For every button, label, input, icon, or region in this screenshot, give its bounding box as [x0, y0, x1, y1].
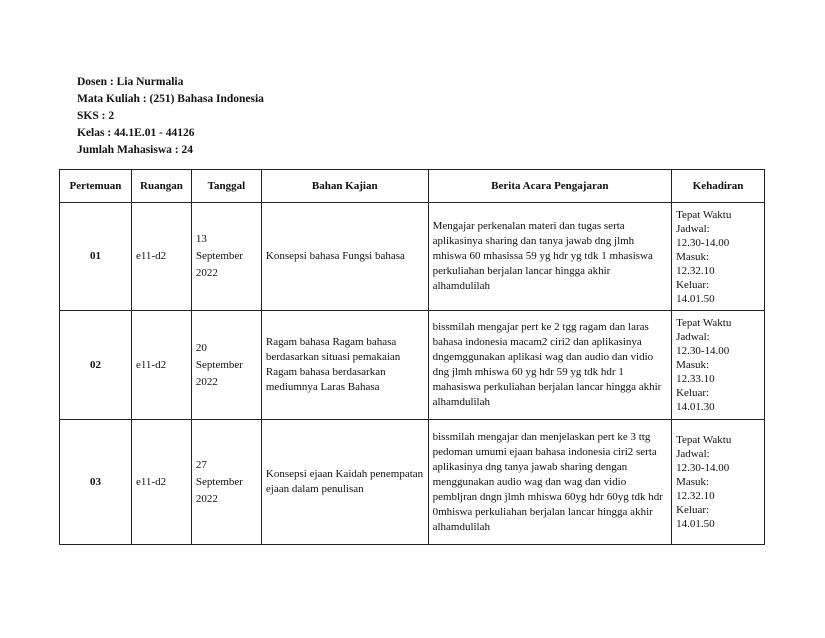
table-header-row — [60, 170, 765, 203]
schedule-time: 12.30-14.00 — [676, 345, 730, 357]
col-header-tanggal: Tanggal — [191, 170, 261, 203]
date-month: September — [195, 250, 243, 262]
date-year: 2022 — [195, 267, 218, 279]
date-year: 2022 — [195, 375, 218, 388]
date-day: 27 — [195, 458, 207, 471]
attendance-status: Tepat Waktu — [676, 434, 732, 446]
meeting-number: 02 — [60, 311, 132, 420]
col-header-bahan-kajian: Bahan Kajian — [261, 170, 428, 203]
attendance-status: Tepat Waktu — [676, 317, 732, 329]
schedule-label: Jadwal: — [676, 331, 710, 343]
teaching-report: Mengajar perkenalan materi dan tugas serta aplikasinya sharing dan tanya jawab dng jlmh mhiswa 60 mhasissa 59 yg hdr yg tdk 1 mhasiswa perkuliahan berjalan lancar hingga akhir alhamdulilah — [428, 203, 672, 311]
teaching-report: bissmilah mengajar dan menjelaskan pert ke 3 ttg pedoman umumi ejaan bahasa indonesia ciri2 serta aplikasinya dng tanya jawab sharing dengan menggunakan audio wag dan wag dan vidio pembljran dngn jlmh mhiswa 60yg hdr 60yg tdk hdr 0mhiswa perkuliahan berjalan lancar hingga akhir alhamdulilah — [428, 420, 672, 545]
table-row — [60, 420, 765, 545]
col-header-pertemuan: Pertemuan — [60, 170, 132, 203]
check-out-time: 14.01.30 — [676, 401, 715, 413]
check-out-time: 14.01.50 — [676, 518, 715, 530]
check-in-time: 12.32.10 — [676, 264, 715, 277]
schedule-time: 12.30-14.00 — [676, 462, 730, 474]
date-month: September — [195, 358, 243, 371]
student-count: Jumlah Mahasiswa : 24 — [77, 144, 193, 156]
course-name: Mata Kuliah : (251) Bahasa Indonesia — [77, 93, 264, 105]
attendance-status: Tepat Waktu — [676, 208, 732, 221]
course-header — [77, 74, 264, 159]
class-code: Kelas : 44.1E.01 - 44126 — [77, 127, 195, 139]
check-in-time: 12.32.10 — [676, 490, 715, 502]
check-out-label: Keluar: — [676, 387, 710, 399]
date-month: September — [195, 475, 243, 488]
room: e11-d2 — [131, 311, 191, 420]
schedule-time: 12.30-14.00 — [676, 236, 730, 249]
schedule-label: Jadwal: — [676, 222, 710, 235]
attendance — [672, 420, 765, 545]
check-out-time: 14.01.50 — [676, 292, 715, 305]
col-header-berita-acara: Berita Acara Pengajaran — [428, 170, 672, 203]
attendance — [672, 203, 765, 311]
date — [191, 203, 261, 311]
check-in-time: 12.33.10 — [676, 373, 715, 385]
date-year: 2022 — [195, 492, 218, 505]
study-material: Konsepsi ejaan Kaidah penempatan ejaan dalam penulisan — [261, 420, 428, 545]
check-in-label: Masuk: — [676, 250, 710, 263]
meeting-number: 01 — [60, 203, 132, 311]
date-day: 20 — [195, 341, 207, 354]
date — [191, 420, 261, 545]
check-in-label: Masuk: — [676, 359, 710, 371]
check-out-label: Keluar: — [676, 504, 710, 516]
check-in-label: Masuk: — [676, 476, 710, 488]
room: e11-d2 — [131, 203, 191, 311]
teaching-report: bissmilah mengajar pert ke 2 tgg ragam dan laras bahasa indonesia macam2 ciri2 dan aplikasinya dngemggunakan aplikasi wag dan audio dan vidio dng jlmh mhiswa 60 yg hdr 59 yg tdk hdr 1 mahasiswa perkuliahan berjalan lancar hingga akhir alhamdulilah — [428, 311, 672, 420]
table-row — [60, 311, 765, 420]
col-header-ruangan: Ruangan — [131, 170, 191, 203]
room: e11-d2 — [131, 420, 191, 545]
date-day: 13 — [195, 233, 207, 245]
credit-units: SKS : 2 — [77, 110, 115, 122]
date — [191, 311, 261, 420]
schedule-label: Jadwal: — [676, 448, 710, 460]
lecturer-name: Dosen : Lia Nurmalia — [77, 76, 184, 88]
study-material: Ragam bahasa Ragam bahasa berdasarkan situasi pemakaian Ragam bahasa berdasarkan mediumnya Laras Bahasa — [261, 311, 428, 420]
check-out-label: Keluar: — [676, 278, 710, 291]
study-material: Konsepsi bahasa Fungsi bahasa — [261, 203, 428, 311]
table-row — [60, 203, 765, 311]
col-header-kehadiran: Kehadiran — [672, 170, 765, 203]
meeting-number: 03 — [60, 420, 132, 545]
attendance — [672, 311, 765, 420]
teaching-record-table — [59, 169, 765, 545]
